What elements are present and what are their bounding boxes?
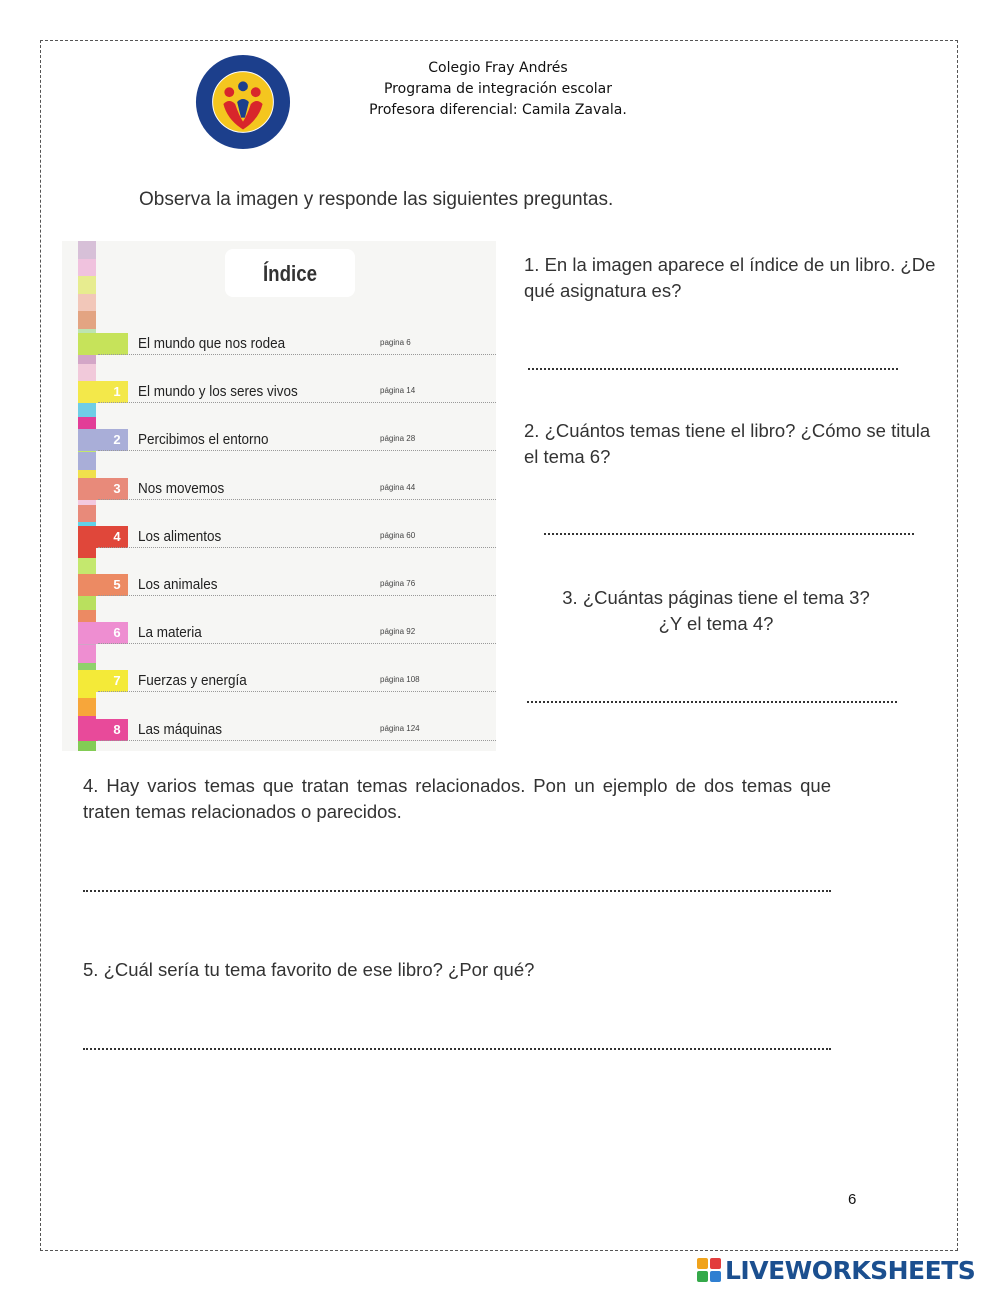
index-title: Índice (262, 261, 318, 286)
index-row-underline (98, 595, 496, 596)
question-3 (506, 585, 926, 637)
index-row-underline (98, 354, 496, 355)
index-row-title: Fuerzas y energía (138, 672, 247, 690)
index-row (78, 526, 496, 548)
index-row-underline (98, 740, 496, 741)
color-tab (78, 364, 96, 382)
question-5: 5. ¿Cuál sería tu tema favorito de ese libro? ¿Por qué? (83, 959, 535, 980)
index-row-number (106, 333, 128, 355)
liveworksheets-brand[interactable] (697, 1256, 975, 1284)
index-row-number: 5 (113, 577, 121, 592)
answer-line-2[interactable] (544, 533, 914, 535)
index-row-number: 3 (113, 480, 121, 496)
question-3-line-2: ¿Y el tema 4? (658, 613, 774, 634)
index-row-page: página 60 (380, 530, 416, 540)
color-tab (78, 241, 96, 259)
instruction-text: Observa la imagen y responde las siguientes preguntas. (139, 189, 614, 210)
color-tab (78, 698, 96, 716)
answer-line-5[interactable] (83, 1048, 831, 1050)
question-3-line-1: 3. ¿Cuántas páginas tiene el tema 3? (562, 587, 870, 608)
index-row-page: página 76 (380, 579, 416, 588)
index-row-underline (98, 643, 496, 644)
index-row-title: Los alimentos (138, 527, 222, 545)
question-2: 2. ¿Cuántos temas tiene el libro? ¿Cómo se titula el tema 6? (524, 420, 931, 467)
color-tab (78, 452, 96, 470)
index-row-page: página 92 (380, 627, 416, 637)
answer-line-4[interactable] (83, 890, 831, 892)
color-tab (78, 505, 96, 523)
index-row-page: página 28 (380, 434, 416, 444)
index-row (78, 719, 496, 741)
index-row-number: 7 (113, 673, 121, 689)
color-tab (78, 276, 96, 294)
color-tab (78, 294, 96, 312)
answer-line-1[interactable] (528, 368, 898, 370)
index-row-number: 2 (113, 432, 121, 448)
index-row-title: Nos movemos (138, 479, 225, 497)
index-row-title: Percibimos el entorno (138, 431, 269, 449)
index-row-underline (98, 547, 496, 548)
school-name: Colegio Fray Andrés (428, 60, 568, 76)
index-row (78, 622, 496, 644)
index-row-title: El mundo y los seres vivos (138, 383, 298, 401)
index-row-title: El mundo que nos rodea (138, 335, 286, 352)
liveworksheets-blocks-icon (697, 1258, 721, 1282)
index-row-underline (98, 402, 496, 403)
index-row (78, 670, 496, 692)
index-row-title: Los animales (138, 576, 218, 593)
index-row-page: página 124 (380, 723, 420, 733)
index-row (78, 478, 496, 500)
color-tab (78, 311, 96, 329)
index-row-page: página 44 (380, 482, 416, 492)
color-tab (78, 645, 96, 663)
question-4: 4. Hay varios temas que tratan temas relacionados. Pon un ejemplo de dos temas que traten temas relacionados o parecidos. (83, 775, 831, 822)
color-tab (78, 558, 96, 576)
question-1: 1. En la imagen aparece el índice de un libro. ¿De qué asignatura es? (524, 254, 936, 301)
book-index-image (62, 241, 496, 751)
index-row-page: página 108 (380, 675, 420, 685)
index-row-number: 1 (113, 384, 121, 400)
index-row-underline (98, 691, 496, 692)
school-header (340, 58, 656, 121)
index-title-box (225, 249, 355, 297)
teacher-name: Profesora diferencial: Camila Zavala. (369, 102, 627, 118)
program-name: Programa de integración escolar (383, 81, 612, 97)
index-row-underline (98, 450, 496, 451)
index-row-title: La materia (138, 624, 202, 642)
school-logo-icon (194, 53, 292, 151)
answer-line-3[interactable] (527, 701, 897, 703)
index-row-page: página 14 (380, 386, 416, 396)
index-row (78, 333, 496, 355)
index-row-page: pagina 6 (380, 338, 411, 347)
index-row-number: 6 (113, 625, 121, 641)
index-row (78, 381, 496, 403)
brand-name: LIVEWORKSHEETS (725, 1255, 976, 1285)
page-number: 6 (848, 1191, 857, 1208)
index-row-title: Las máquinas (138, 720, 223, 738)
index-row (78, 574, 496, 596)
index-row-underline (98, 499, 496, 500)
index-row-number: 8 (113, 721, 121, 737)
index-row-number: 4 (113, 528, 121, 544)
color-tab (78, 259, 96, 277)
index-row (78, 429, 496, 451)
